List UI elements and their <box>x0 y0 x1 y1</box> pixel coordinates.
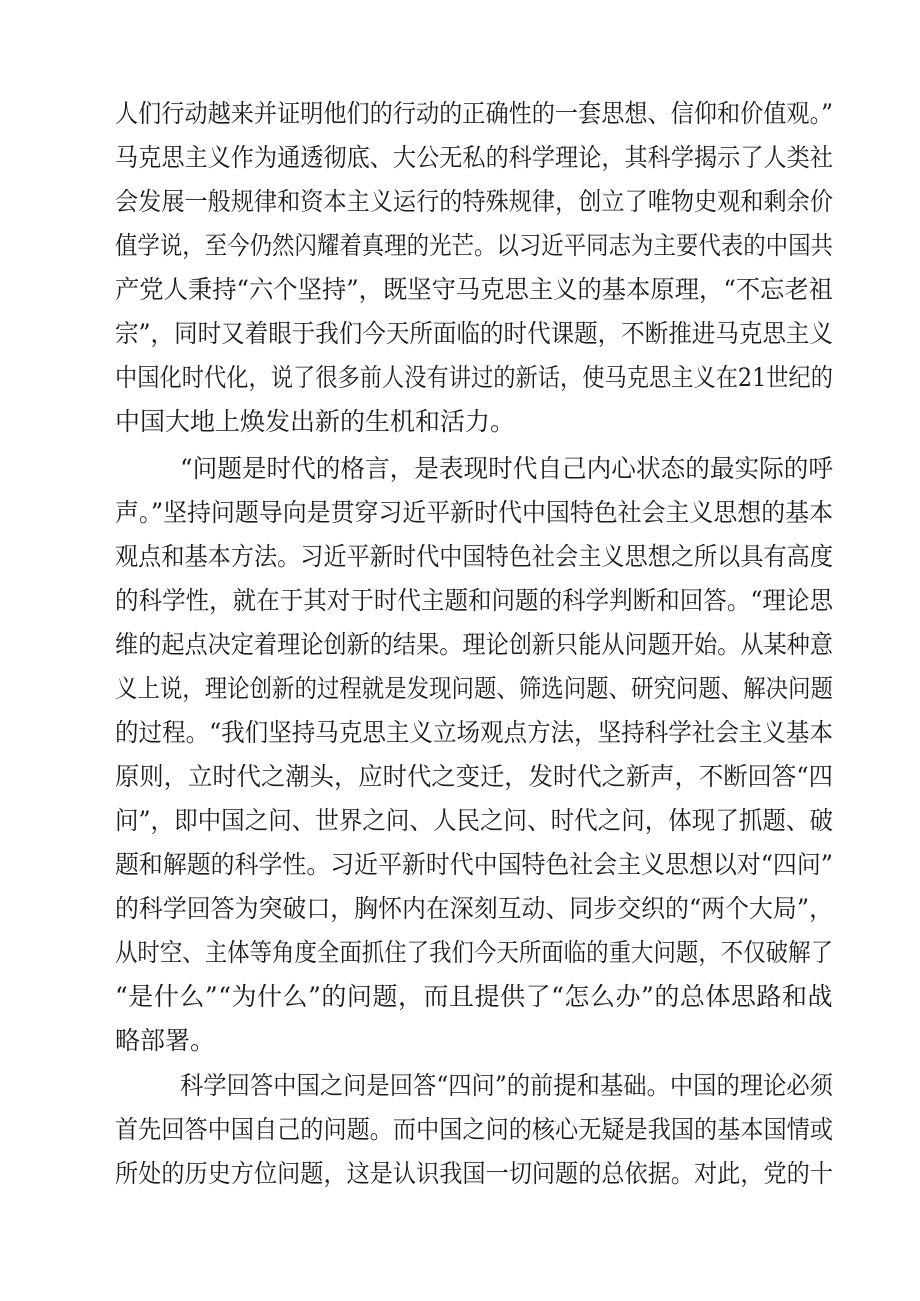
line-text: “是什么”“为什么”的问题，而且提供了“怎么办”的总体思路和战 <box>115 982 833 1011</box>
text-line <box>115 358 833 398</box>
line-text: 人们行动越来并证明他们的行动的正确性的一套思想、信仰和价值观。” <box>115 99 833 128</box>
line-text: “问题是时代的格言，是表现时代自己内心状态的最实际的呼 <box>180 454 833 483</box>
text-line <box>115 889 833 929</box>
text-line <box>115 314 833 354</box>
text-line <box>115 1154 833 1194</box>
line-text: 的过程。“我们坚持马克思主义立场观点方法，坚持科学社会主义基本 <box>115 718 833 747</box>
line-text: 观点和基本方法。习近平新时代中国特色社会主义思想之所以具有高度 <box>115 542 833 571</box>
line-text: 的科学性，就在于其对于时代主题和问题的科学判断和回答。“理论思 <box>115 586 833 615</box>
line-text: 略部署。 <box>115 1026 216 1055</box>
text-line <box>115 493 833 533</box>
line-text: 宗”，同时又着眼于我们今天所面临的时代课题，不断推进马克思主义 <box>115 319 833 348</box>
line-text: 声。”坚持问题导向是贯穿习近平新时代中国特色社会主义思想的基本 <box>115 498 833 527</box>
text-line <box>115 625 833 665</box>
text-line <box>115 1021 833 1061</box>
line-text: 所处的历史方位问题，这是认识我国一切问题的总依据。对此，党的十 <box>115 1159 833 1188</box>
text-line <box>115 757 833 797</box>
line-text: 中国化时代化，说了很多前人没有讲过的新话，使马克思主义在21世纪的 <box>115 363 833 392</box>
line-text: 值学说，至今仍然闪耀着真理的光芒。以习近平同志为主要代表的中国共 <box>115 231 833 260</box>
line-text: 科学回答中国之问是回答“四问”的前提和基础。中国的理论必须 <box>180 1071 833 1100</box>
text-line <box>115 845 833 885</box>
line-text: 马克思主义作为通透彻底、大公无私的科学理论，其科学揭示了人类社 <box>115 143 833 172</box>
line-text: 从时空、主体等角度全面抓住了我们今天所面临的重大问题，不仅破解了 <box>115 938 833 967</box>
text-line <box>115 1110 833 1150</box>
text-line <box>115 933 833 973</box>
text-line <box>180 1066 833 1106</box>
text-line <box>180 449 833 489</box>
text-line <box>115 713 833 753</box>
text-line <box>115 402 833 442</box>
text-line <box>115 226 833 266</box>
text-line <box>115 801 833 841</box>
line-text: 问”，即中国之问、世界之问、人民之问、时代之问，体现了抓题、破 <box>115 806 833 835</box>
text-line <box>115 669 833 709</box>
line-text: 义上说，理论创新的过程就是发现问题、筛选问题、研究问题、解决问题 <box>115 674 833 703</box>
line-text: 首先回答中国自己的问题。而中国之问的核心无疑是我国的基本国情或 <box>115 1115 833 1144</box>
line-text: 会发展一般规律和资本主义运行的特殊规律，创立了唯物史观和剩余价 <box>115 187 833 216</box>
line-text: 中国大地上焕发出新的生机和活力。 <box>115 407 516 436</box>
text-line <box>115 182 833 222</box>
text-line <box>115 977 833 1017</box>
text-line <box>115 138 833 178</box>
line-text: 原则，立时代之潮头，应时代之变迁，发时代之新声，不断回答“四 <box>115 762 833 791</box>
text-line <box>115 537 833 577</box>
line-text: 维的起点决定着理论创新的结果。理论创新只能从问题开始。从某种意 <box>115 630 833 659</box>
line-text: 题和解题的科学性。习近平新时代中国特色社会主义思想以对“四问” <box>115 850 833 879</box>
text-line <box>115 270 833 310</box>
text-line <box>115 94 833 134</box>
line-text: 产党人秉持“六个坚持”，既坚守马克思主义的基本原理，“不忘老祖 <box>115 275 833 304</box>
text-line <box>115 581 833 621</box>
line-text: 的科学回答为突破口，胸怀内在深刻互动、同步交织的“两个大局”， <box>115 894 833 923</box>
